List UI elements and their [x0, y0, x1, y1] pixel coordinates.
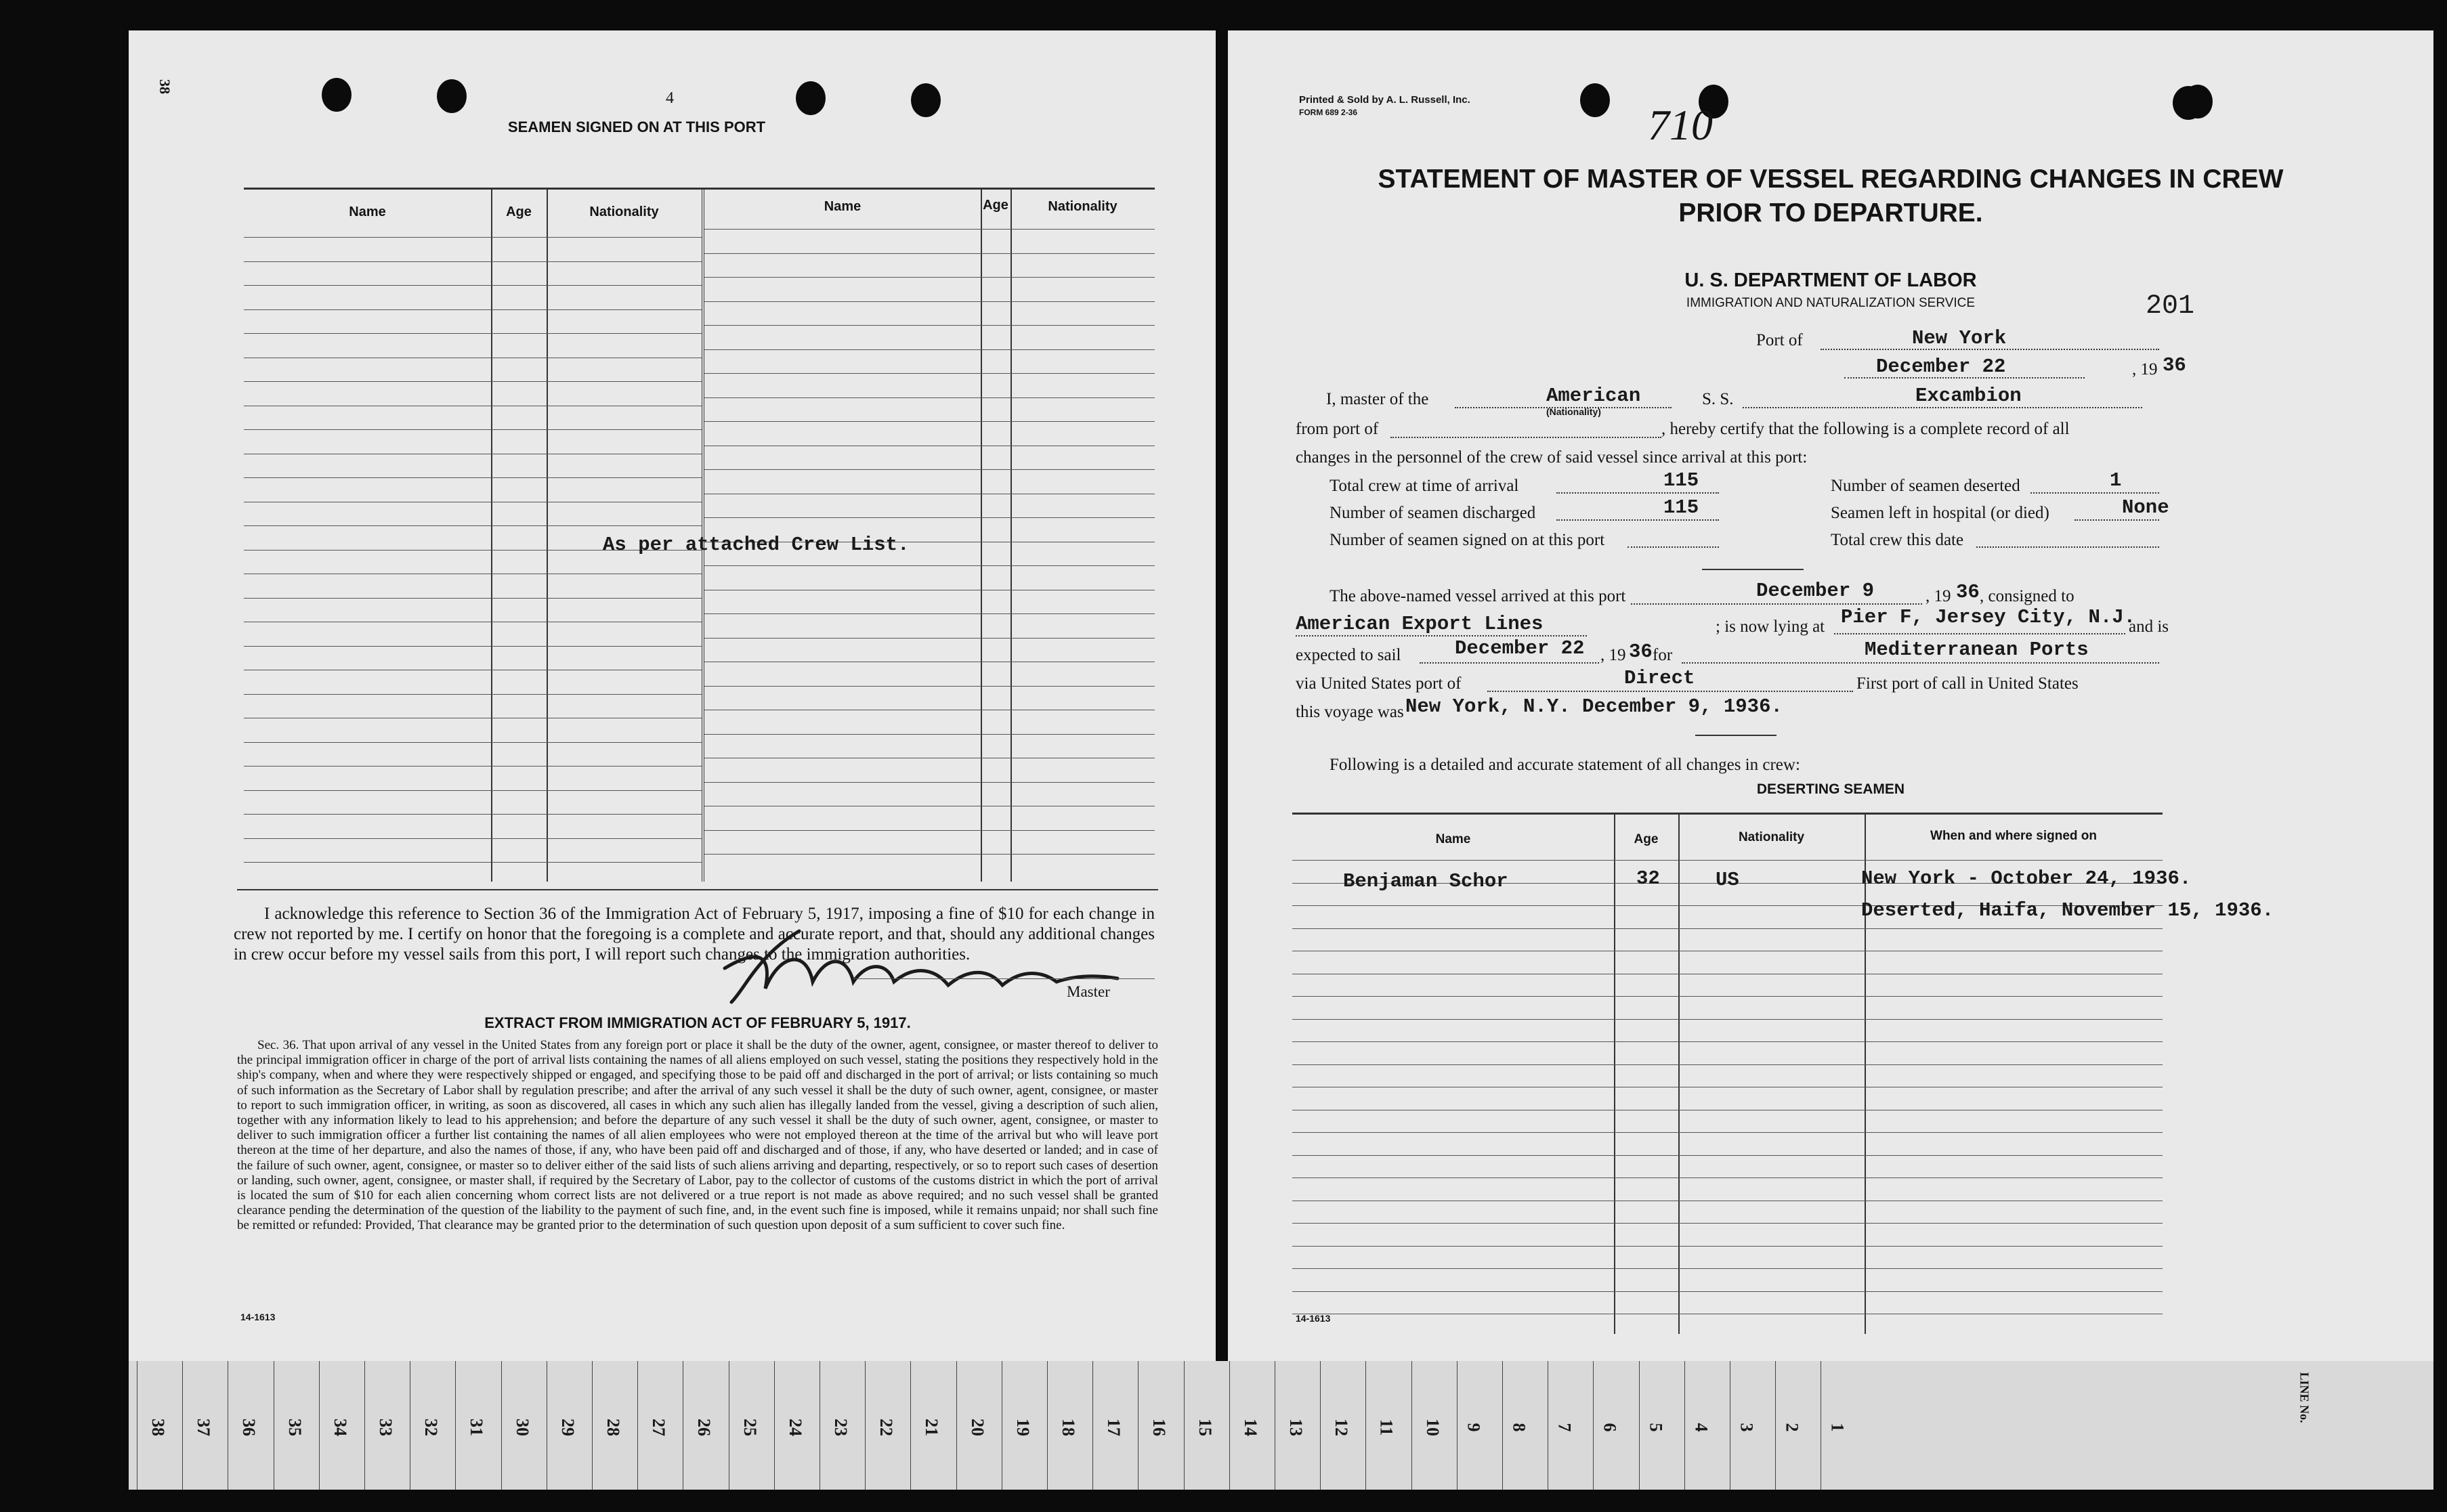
- table-row-rule: [704, 638, 1155, 639]
- ruler-number: 6: [1600, 1423, 1620, 1432]
- col-rule: [547, 188, 548, 882]
- ruler-tick: [455, 1361, 456, 1490]
- side-number: 38: [156, 79, 173, 94]
- ruler-number: 8: [1509, 1423, 1529, 1432]
- right-page: [1228, 30, 2433, 1361]
- ruler-tick: [319, 1361, 320, 1490]
- ruler-number: 38: [148, 1419, 168, 1436]
- hospital-value: None: [2122, 496, 2169, 519]
- table-row-rule: [1292, 860, 2163, 861]
- table-row-rule: [244, 838, 702, 839]
- ruler-tick: [1593, 1361, 1594, 1490]
- ruler-number: 2: [1782, 1423, 1802, 1432]
- arrived-year-suffix: 36: [1956, 581, 1980, 603]
- year-suffix: 36: [2163, 354, 2186, 376]
- punch-hole: [437, 79, 467, 113]
- sail-year-suffix: 36: [1629, 641, 1653, 663]
- deserted-value: 1: [2110, 469, 2122, 492]
- table-row-rule: [244, 694, 702, 695]
- crew-list-note: As per attached Crew List.: [603, 534, 910, 556]
- ruler-number: 28: [603, 1419, 623, 1436]
- printer-line: Printed & Sold by A. L. Russell, Inc.: [1299, 94, 1470, 106]
- ruler-tick: [1047, 1361, 1048, 1490]
- changes-text: changes in the personnel of the crew of said vessel since arrival at this port:: [1296, 448, 1808, 467]
- deserter-deserted: Deserted, Haifa, November 15, 1936.: [1861, 899, 2274, 922]
- ruler-number: 9: [1464, 1423, 1484, 1432]
- col-rule: [1010, 188, 1012, 882]
- col-header-age-2: Age: [983, 198, 1008, 213]
- handwritten-number: 710: [1648, 101, 1713, 149]
- table-row-rule: [704, 301, 1155, 302]
- deserted-label: Number of seamen deserted: [1831, 477, 2020, 495]
- ruler-number: 3: [1737, 1423, 1757, 1432]
- total-crew-date-label: Total crew this date: [1831, 531, 1964, 549]
- table-row-rule: [704, 565, 1155, 566]
- ruler-tick: [1411, 1361, 1412, 1490]
- ruler-number: 27: [649, 1419, 668, 1436]
- ruler-number: 4: [1691, 1423, 1711, 1432]
- extract-title: EXTRACT FROM IMMIGRATION ACT OF FEBRUARY 5, 1917.: [484, 1014, 911, 1031]
- ruler-number: 15: [1195, 1419, 1215, 1436]
- stamp-number: 201: [2146, 291, 2195, 322]
- following-text: Following is a detailed and accurate statement of all changes in crew:: [1329, 756, 1800, 774]
- hospital-label: Seamen left in hospital (or died): [1831, 504, 2049, 522]
- master-signature: [718, 928, 1124, 1009]
- table-row-rule: [244, 598, 702, 599]
- from-port-label: from port of: [1296, 420, 1379, 438]
- year-prefix: , 19: [2132, 360, 2158, 379]
- ruler-tick: [910, 1361, 911, 1490]
- acknowledgement-text: I acknowledge this reference to Section 36 of the Immigration Act of February 5, 1917, imposing a fine of $10 for each change in crew not reported by me. I certify on honor that the foregoing is a complete and accurate report, and that, should any additional changes in crew occur before my vessel sails from this port, I will report such changes to the immigration authorities.: [234, 905, 1155, 964]
- short-rule: [1695, 735, 1776, 736]
- ruler-tick: [1684, 1361, 1685, 1490]
- and-is-text: and is: [2129, 618, 2169, 636]
- ruler-number: 14: [1241, 1419, 1260, 1436]
- punch-hole: [796, 81, 826, 115]
- ruler-tick: [1365, 1361, 1366, 1490]
- table-row-rule: [244, 477, 702, 478]
- table-row-rule: [1292, 1155, 2163, 1156]
- table-row-rule: [244, 525, 702, 526]
- table-row-rule: [704, 277, 1155, 278]
- ruler-tick: [637, 1361, 638, 1490]
- consigned-text: , consigned to: [1980, 587, 2074, 605]
- sail-date: December 22: [1455, 637, 1585, 660]
- nationality-value: American: [1546, 385, 1641, 407]
- ruler-number: 18: [1059, 1419, 1078, 1436]
- ruler-number: 31: [467, 1419, 486, 1436]
- ruler-number: 1: [1827, 1423, 1848, 1432]
- ruler-tick: [364, 1361, 365, 1490]
- ruler-number: 16: [1149, 1419, 1169, 1436]
- deserter-nationality: US: [1716, 869, 1739, 891]
- table-top-rule: [244, 188, 1155, 190]
- discharged-value: 115: [1663, 496, 1699, 519]
- left-title: SEAMEN SIGNED ON AT THIS PORT: [507, 118, 766, 135]
- total-crew-arrival-label: Total crew at time of arrival: [1329, 477, 1519, 495]
- line-number-ruler: [129, 1361, 2433, 1490]
- col-rule: [1614, 813, 1615, 1334]
- col-header-name: Name: [1435, 832, 1471, 846]
- table-row-rule: [704, 830, 1155, 831]
- ruler-tick: [182, 1361, 183, 1490]
- table-row-rule: [244, 646, 702, 647]
- lying-at: Pier F, Jersey City, N.J.: [1841, 606, 2136, 628]
- ruler-number: 25: [740, 1419, 760, 1436]
- first-port-text: First port of call in United States: [1856, 674, 2079, 693]
- table-row-rule: [704, 397, 1155, 398]
- punch-hole: [911, 83, 941, 117]
- ruler-tick: [1092, 1361, 1093, 1490]
- col-header-nationality: Nationality: [1738, 830, 1805, 844]
- date-value: December 22: [1876, 355, 2006, 378]
- ruler-tick: [774, 1361, 775, 1490]
- ruler-tick: [1229, 1361, 1230, 1490]
- ruler-tick: [501, 1361, 502, 1490]
- table-row-rule: [244, 333, 702, 334]
- ruler-tick: [1775, 1361, 1776, 1490]
- table-row-rule: [1292, 996, 2163, 997]
- ruler-number: 20: [968, 1419, 987, 1436]
- form-number: FORM 689 2-36: [1299, 108, 1358, 117]
- table-row-rule: [1292, 1064, 2163, 1065]
- signed-on-label: Number of seamen signed on at this port: [1329, 531, 1605, 549]
- table-row-rule: [244, 309, 702, 310]
- table-row-rule: [244, 261, 702, 262]
- table-row-rule: [704, 517, 1155, 518]
- left-form-code: 14-1613: [240, 1312, 276, 1322]
- via-text: via United States port of: [1296, 674, 1462, 693]
- discharged-label: Number of seamen discharged: [1329, 504, 1536, 522]
- certify-text: , hereby certify that the following is a complete record of all: [1661, 420, 2070, 438]
- table-row-rule: [1292, 1132, 2163, 1133]
- punch-hole: [322, 78, 352, 112]
- table-row-rule: [244, 742, 702, 743]
- table-row-rule: [1292, 928, 2163, 929]
- ruler-number: 7: [1554, 1423, 1575, 1432]
- for-text: for: [1653, 646, 1673, 664]
- ruler-number: 10: [1423, 1419, 1443, 1436]
- punch-hole: [2173, 86, 2204, 120]
- table-row-rule: [704, 421, 1155, 422]
- table-row-rule: [1292, 1291, 2163, 1292]
- form-title-line1: STATEMENT OF MASTER OF VESSEL REGARDING CHANGES IN CREW: [1378, 165, 2284, 194]
- master-of-label: I, master of the: [1326, 390, 1429, 408]
- voyage-value: New York, N.Y. December 9, 1936.: [1405, 695, 1783, 718]
- col-header-age: Age: [506, 204, 532, 219]
- right-form-code: 14-1613: [1296, 1313, 1331, 1324]
- service: IMMIGRATION AND NATURALIZATION SERVICE: [1686, 296, 1976, 310]
- consignee: American Export Lines: [1296, 613, 1544, 635]
- ruler-number: 32: [421, 1419, 441, 1436]
- extract-text: Sec. 36. That upon arrival of any vessel in the United States from any foreign port or place it shall be the duty of the owner, agent, consignee, or master thereof to deliver to the principal immigration officer in charge of the port of arrival lists containing the names of all aliens employed on such vessel, stating the positions they respectively hold in the ship's company, when and where they were respectively shipped or engaged, and specifying those to be paid off and discharged in the port of arrival; or lists containing so much of such information as the Secretary of Labor shall by regulation prescribe; and after the arrival of any such vessel it shall be the duty of such owner, agent, consignee, or master to report to such immigration officer, in writing, as soon as discovered, all cases in which any such alien has illegally landed from the vessel, giving a description of such alien, together with any information likely to lead to his apprehension; and before the departure of any such vessel it shall be the duty of such owner, agent, consignee, or master to deliver to such immigration officer a further list containing the names of all alien employees who were not employed thereon at the time of the arrival but who will leave port thereon at the time of her departure, and also the names of those, if any, who have been paid off and discharged and of those, if any, who have deserted or landed; and in case of the failure of such owner, agent, consignee, or master so to deliver either of the said lists of such aliens arriving and departing, respectively, or so to report such cases of desertion or landing, such owner, agent, consignee, or master shall, if required by the Secretary of Labor, pay to the collector of customs of the customs district in which the port of arrival is located the sum of $10 for each alien concerning whom correct lists are not delivered or a true report is not made as above required; and no such vessel shall be granted clearance pending the determination of the question of the liability to the payment of such fine, and, in the event such fine is imposed, while it remains unpaid; nor shall such fine be remitted or refunded: Provided, That clearance may be granted prior to the determination of such question upon deposit of a sum sufficient to cover such fine.: [237, 1038, 1158, 1233]
- table-row-rule: [704, 253, 1155, 254]
- table-row-rule: [244, 814, 702, 815]
- deserting-title: DESERTING SEAMEN: [1756, 781, 1905, 797]
- col-header-name: Name: [349, 204, 386, 219]
- ruler-tick: [1320, 1361, 1321, 1490]
- page-number: 4: [666, 89, 674, 107]
- table-row-rule: [1292, 1041, 2163, 1042]
- col-header-age: Age: [1634, 832, 1659, 846]
- ruler-tick: [1502, 1361, 1503, 1490]
- table-row-rule: [704, 325, 1155, 326]
- col-rule: [1865, 813, 1866, 1334]
- table-row-rule: [704, 613, 1155, 614]
- table-row-rule: [244, 285, 702, 286]
- lying-text: ; is now lying at: [1716, 618, 1825, 636]
- ruler-number: 21: [922, 1419, 941, 1436]
- ruler-number: 22: [876, 1419, 896, 1436]
- port-label: Port of: [1756, 331, 1803, 349]
- line-no-label: LINE No.: [2297, 1372, 2312, 1423]
- table-row-rule: [244, 237, 702, 238]
- col-header-nationality: Nationality: [589, 204, 659, 219]
- short-rule: [1702, 569, 1804, 570]
- destination: Mediterranean Ports: [1865, 639, 2089, 661]
- arrived-date: December 9: [1756, 580, 1875, 602]
- ship-name: Excambion: [1915, 385, 2022, 407]
- ruler-number: 29: [558, 1419, 578, 1436]
- deserter-signed-on: New York - October 24, 1936.: [1861, 867, 2192, 890]
- col-rule: [491, 188, 492, 882]
- ruler-number: 13: [1286, 1419, 1306, 1436]
- ruler-number: 5: [1646, 1423, 1666, 1432]
- table-row-rule: [244, 381, 702, 382]
- ruler-tick: [1138, 1361, 1139, 1490]
- table-row-rule: [704, 373, 1155, 374]
- col-header-when-where: When and where signed on: [1930, 829, 2097, 843]
- via-port: Direct: [1624, 667, 1695, 689]
- ruler-tick: [592, 1361, 593, 1490]
- table-row-rule: [704, 229, 1155, 230]
- department: U. S. DEPARTMENT OF LABOR: [1684, 269, 1977, 291]
- col-header-nationality-2: Nationality: [1048, 199, 1118, 214]
- expected-text: expected to sail: [1296, 646, 1401, 664]
- ruler-number: 12: [1332, 1419, 1351, 1436]
- table-row-rule: [1292, 1246, 2163, 1247]
- table-row-rule: [1292, 1019, 2163, 1020]
- deserter-age: 32: [1636, 867, 1660, 890]
- ruler-number: 26: [694, 1419, 714, 1436]
- master-label: Master: [1067, 983, 1110, 1000]
- ruler-number: 34: [331, 1419, 350, 1436]
- form-title-line2: PRIOR TO DEPARTURE.: [1678, 198, 1983, 228]
- table-row-rule: [704, 854, 1155, 855]
- table-row-rule: [244, 790, 702, 791]
- table-row-rule: [704, 349, 1155, 350]
- total-crew-arrival-value: 115: [1663, 469, 1699, 492]
- punch-hole: [1580, 83, 1610, 117]
- port-value: New York: [1912, 327, 2007, 349]
- nationality-caption: (Nationality): [1546, 406, 1601, 417]
- table-row-rule: [704, 469, 1155, 470]
- ruler-tick: [1184, 1361, 1185, 1490]
- ruler-number: 19: [1013, 1419, 1033, 1436]
- left-page: [129, 30, 1216, 1361]
- table-top-rule: [1292, 813, 2163, 815]
- ruler-number: 23: [831, 1419, 851, 1436]
- ruler-number: 30: [513, 1419, 532, 1436]
- table-row-rule: [704, 686, 1155, 687]
- table-row-rule: [244, 862, 702, 863]
- signature-line: [853, 978, 1155, 979]
- col-rule: [1678, 813, 1680, 1334]
- arrived-text: The above-named vessel arrived at this port: [1329, 587, 1626, 605]
- ruler-tick: [1639, 1361, 1640, 1490]
- ruler-tick: [956, 1361, 957, 1490]
- ss-label: S. S.: [1702, 390, 1734, 408]
- table-row-rule: [704, 782, 1155, 783]
- voyage-text: this voyage was: [1296, 703, 1404, 721]
- table-row-rule: [1292, 1268, 2163, 1269]
- table-row-rule: [704, 734, 1155, 735]
- arrived-year-prefix: , 19: [1925, 587, 1951, 605]
- col-header-name-2: Name: [824, 199, 861, 214]
- divider: [237, 889, 1158, 890]
- ruler-number: 35: [285, 1419, 305, 1436]
- sail-year-prefix: , 19: [1600, 646, 1626, 664]
- ruler-tick: [865, 1361, 866, 1490]
- table-row-rule: [1292, 1223, 2163, 1224]
- deserter-name: Benjaman Schor: [1343, 870, 1508, 892]
- ruler-number: 37: [194, 1419, 213, 1436]
- table-row-rule: [244, 429, 702, 430]
- ruler-number: 17: [1104, 1419, 1124, 1436]
- ruler-number: 36: [239, 1419, 259, 1436]
- ruler-number: 33: [376, 1419, 396, 1436]
- ruler-number: 24: [786, 1419, 805, 1436]
- ruler-number: 11: [1376, 1419, 1397, 1436]
- col-rule: [981, 188, 982, 882]
